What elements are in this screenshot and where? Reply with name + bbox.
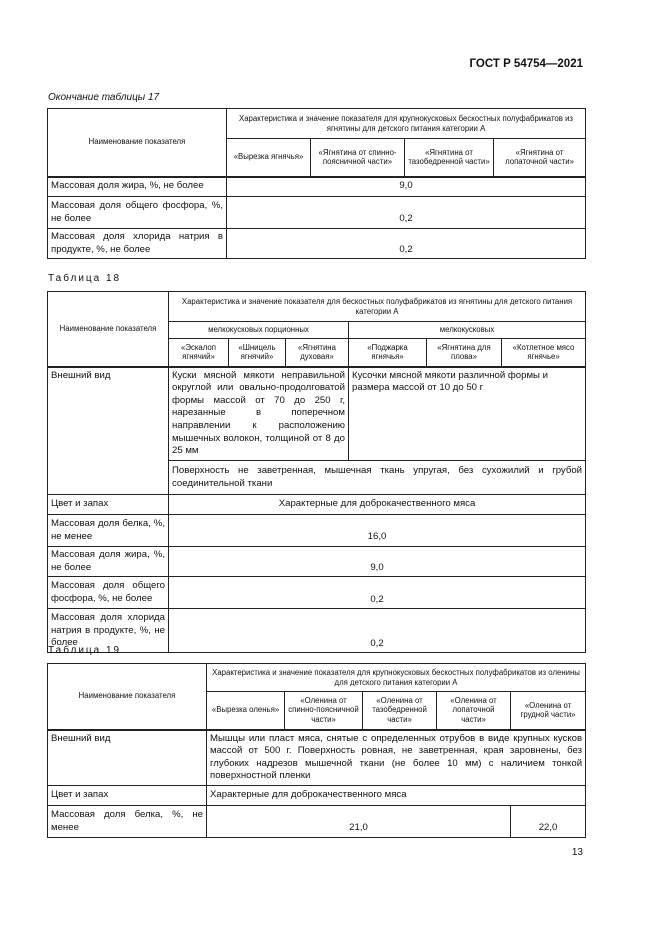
table18-color-label: Цвет и запах (48, 495, 169, 515)
table18-color-value: Характерные для доброкачественного мяса (169, 495, 586, 515)
table19-name-header: Наименование показателя (48, 664, 207, 730)
page-number: 13 (571, 847, 583, 858)
table18-row-value: 0,2 (169, 577, 586, 609)
table18-col: «Поджарка ягнячья» (349, 339, 427, 367)
table18-caption: Таблица 18 (48, 273, 122, 284)
table18-group-header: Характеристика и значение показателя для бескостных полуфабрикатов из ягнятины для детского питания категории А (169, 292, 586, 322)
table18-appearance-small: Кусочки мясной мякоти различной формы и размера массой от 10 до 50 г (349, 367, 586, 461)
table17-col: «Ягнятина от тазобедренной части» (405, 139, 494, 177)
table19-caption: Таблица 19 (48, 645, 122, 656)
table17-row-value: 0,2 (227, 229, 586, 259)
table18-row-name: Массовая доля общего фосфора, %, не более (48, 577, 169, 609)
table19-appearance-value: Мышцы или пласт мяса, снятые с определенных отрубов в виде крупных кусков массой от 500 г. Поверхность ровная, не заветренная, края заровнены, без глубоких надрезов мышечной ткани (не более 10 мм) с наличием тонкой поверхностной пленки (207, 730, 586, 786)
table17-row-name: Массовая доля жира, %, не более (48, 177, 227, 197)
table18-row-name: Массовая доля жира, %, не более (48, 547, 169, 577)
table18-row-name: Массовая доля белка, %, не менее (48, 515, 169, 547)
table18-row-value: 0,2 (169, 609, 586, 653)
standard-number: ГОСТ Р 54754—2021 (469, 58, 583, 70)
table18-row-value: 16,0 (169, 515, 586, 547)
table17-col: «Ягнятина от лопаточной части» (494, 139, 586, 177)
table19-group-header: Характеристика и значение показателя для крупнокусковых бескостных полуфабрикатов из оленины для детского питания категории А (207, 664, 586, 692)
table18-col: «Шницель ягнячий» (229, 339, 286, 367)
table17-row-name: Массовая доля общего фосфора, %, не более (48, 197, 227, 229)
table17-caption: Окончание таблицы 17 (48, 92, 160, 103)
table18-col: «Эскалоп ягнячий» (169, 339, 229, 367)
table18-appearance-label: Внешний вид (48, 367, 169, 495)
table19-col: «Оленина от лопаточной части» (437, 692, 511, 730)
table19-appearance-label: Внешний вид (48, 730, 207, 786)
table17-group-header: Характеристика и значение показателя для крупнокусковых бескостных полуфабрикатов из ягнятины для детского питания категории А (227, 109, 586, 139)
table18-subgroup-small: мелкокусковых (349, 322, 586, 339)
table19-protein-label: Массовая доля белка, %, не менее (48, 806, 207, 838)
table17-row-name: Массовая доля хлорида натрия в продукте, %, не более (48, 229, 227, 259)
table19-col: «Вырезка оленья» (207, 692, 285, 730)
table18-appearance-portion: Куски мясной мякоти неправильной округлой или овально-продолговатой формы массой от 70 до 250 г, нарезанные в поперечном направлении к расположению мышечных волокон, толщиной от 8 до 25 мм (169, 367, 349, 461)
table17-row-value: 9,0 (227, 177, 586, 197)
table19-color-value: Характерные для доброкачественного мяса (207, 786, 586, 806)
table17-name-header: Наименование показателя (48, 109, 227, 177)
table18-subgroup-portion: мелкокусковых порционных (169, 322, 349, 339)
table18-row-name: Массовая доля хлорида натрия в продукте, %, не более (48, 609, 169, 653)
table19-col: «Оленина от тазобедренной части» (363, 692, 437, 730)
table18-name-header: Наименование показателя (48, 292, 169, 367)
table19-col: «Оленина от спинно-поясничной части» (285, 692, 363, 730)
table17-col: «Ягнятина от спинно-поясничной части» (311, 139, 405, 177)
table19-protein-value-last: 22,0 (511, 806, 586, 838)
table19-color-label: Цвет и запах (48, 786, 207, 806)
table17-row-value: 0,2 (227, 197, 586, 229)
table18-col: «Ягнятина духовая» (286, 339, 349, 367)
table-18 (47, 291, 586, 653)
table18-row-value: 9,0 (169, 547, 586, 577)
table18-col: «Котлетное мясо ягнячье» (502, 339, 586, 367)
table-19 (47, 663, 586, 838)
table18-appearance-common: Поверхность не заветренная, мышечная ткань упругая, без сухожилий и грубой соединительной ткани (169, 461, 586, 495)
table19-col: «Оленина от грудной части» (511, 692, 586, 730)
table-17 (47, 108, 586, 259)
table17-col: «Вырезка ягнячья» (227, 139, 311, 177)
table19-protein-value: 21,0 (207, 806, 511, 838)
table18-col: «Ягнятина для плова» (427, 339, 502, 367)
